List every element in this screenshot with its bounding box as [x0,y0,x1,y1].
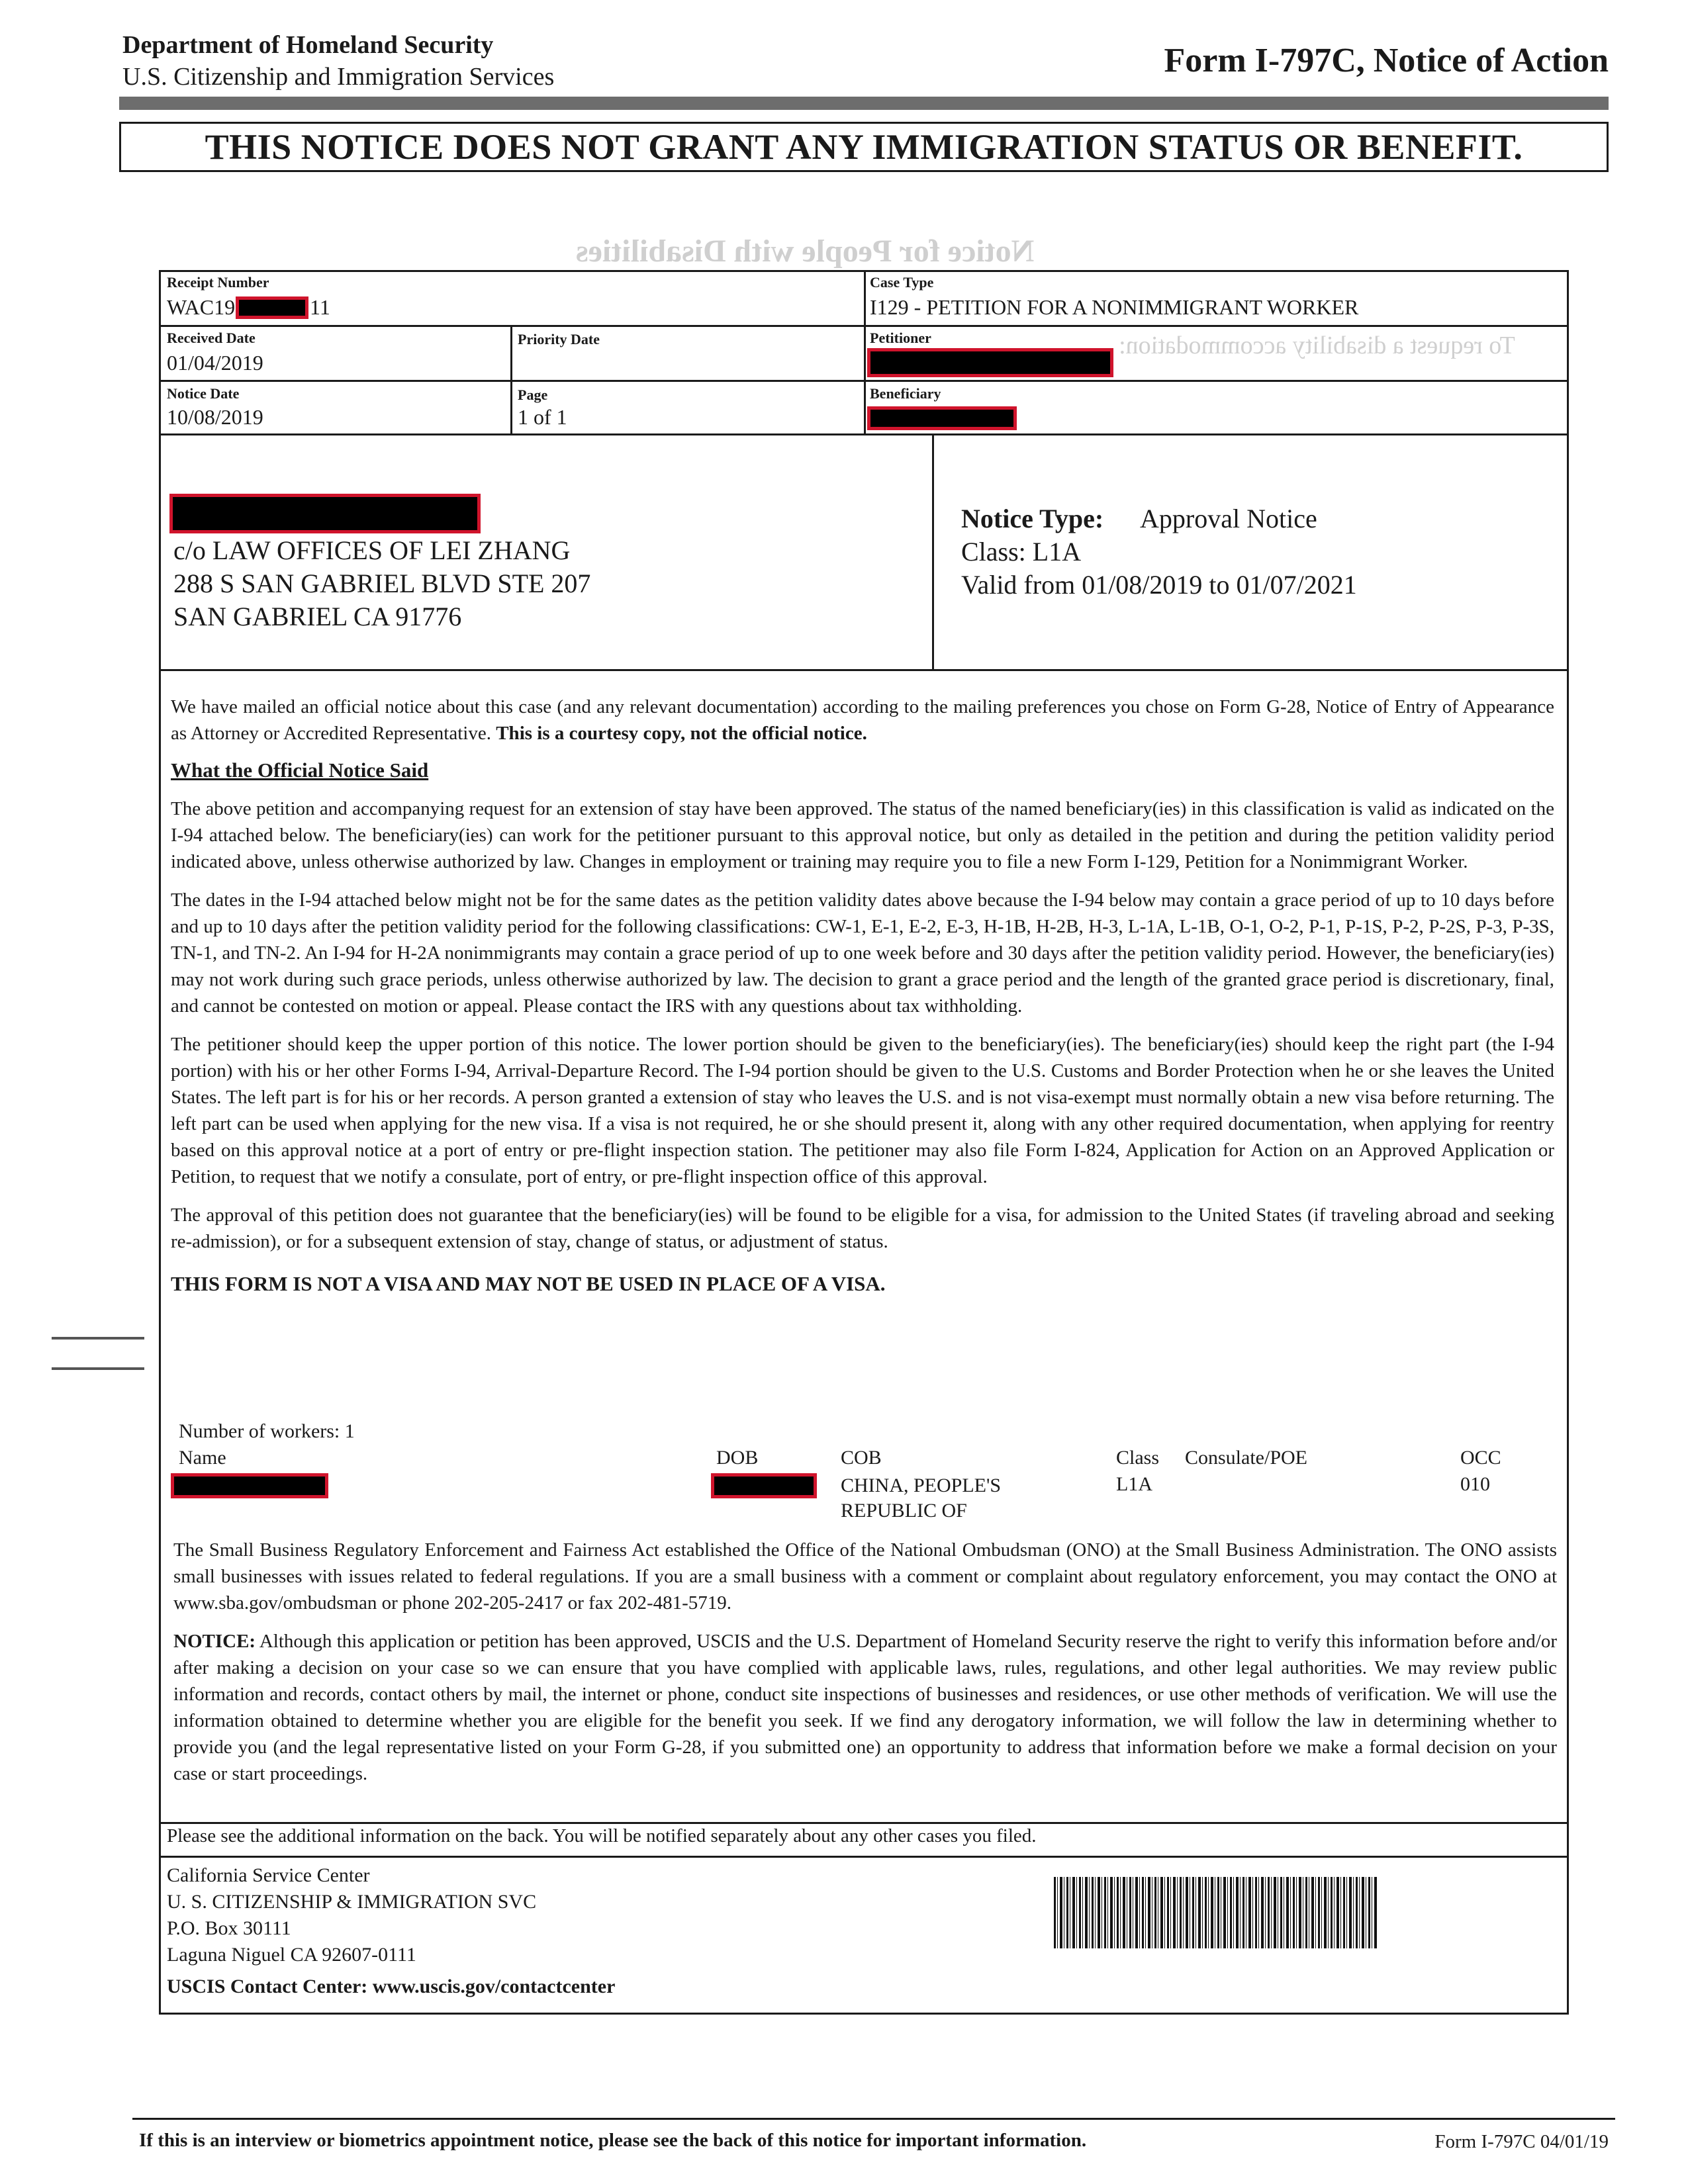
receipt-number-prefix: WAC19 [167,295,236,319]
col-header-name: Name [179,1447,226,1469]
show-through-line: To request a disability accommodation: [1119,332,1515,359]
no-guarantee-paragraph: The approval of this petition does not guarantee that the beneficiary(ies) will be found to be eligible for a visa, for admission to the United States (if traveling abroad and seeking re-admission), or for a subsequent extension of stay, change of status, or adjustment of status. [171,1205,1554,1252]
service-center-line-1: California Service Center [167,1864,370,1886]
address-line-3: SAN GABRIEL CA 91776 [173,602,462,631]
visa-warning: THIS FORM IS NOT A VISA AND MAY NOT BE USED IN PLACE OF A VISA. [171,1272,886,1295]
petitioner-redaction [867,348,1113,377]
header-rule [119,97,1609,110]
ombudsman-paragraph: The Small Business Regulatory Enforcement and Fairness Act established the Office of the National Ombudsman (ONO) at the Small Business Administration. The ONO assists small businesses with issues related to federal regulations. If you are a small business with a comment or complaint about regulatory enforcement, you may contact the ONO at www.sba.gov/ombudsman or phone 202-205-2417 or fax 202-481-5719. [173,1539,1557,1614]
receipt-number-label: Receipt Number [167,274,269,291]
grace-period-paragraph: The dates in the I-94 attached below might not be for the same dates as the petition validity dates above because the I-94 below may contain a grace period of up to 10 days before and up to 10 days after the petition validity period for the following classifications: CW-1, E-1, E-2, E-3, H-1B, H-2B, H-3, L-1A, L-1B, O-1, O-2, P-1, P-1S, P-2, P-2S, P-3, P-3S, TN-1, and TN-2. An I-94 for H-2A nonimmigrants may contain a grace period of up to one week before and 30 days after the petition validity period. However, the beneficiary(ies) may not work during such grace periods, unless otherwise authorized by law. The decision to grant a grace period and the length of the granted grace period is discretionary, final, and cannot be contested on motion or appeal. Please contact the IRS with any questions about tax withholding. [171,889,1554,1017]
form-title: Form I-797C, Notice of Action [1164,42,1609,79]
col-header-consulate: Consulate/POE [1185,1447,1307,1469]
notice-label: NOTICE: [173,1631,256,1652]
grid-divider [864,270,866,435]
body-text [171,694,1554,1296]
address-divider [932,435,934,671]
footer-form-id: Form I-797C 04/01/19 [1434,2131,1609,2152]
priority-date-label: Priority Date [518,331,600,347]
notice-date-value: 10/08/2019 [167,405,263,429]
petitioner-instructions-paragraph: The petitioner should keep the upper portion of this notice. The lower portion should be given to the beneficiary(ies). The beneficiary(ies) should keep the right part (the I-94 portion) with his or her other Forms I-94, Arrival-Departure Record. The I-94 portion should be given to the U.S. Customs and Border Protection when he or she leaves the United States. The left part is for his or her records. A person granted a extension of stay who leaves the U.S. and is not visa-exempt must normally obtain a new visa before returning. The left part can be used when applying for the new visa. If a visa is not required, he or she should present it, along with any other required documentation, when applying for reentry based on this approval notice at a port of entry or pre-flight inspection station. The petitioner may also file Form I-824, Application for Action on an Approved Application or Petition, to request that we notify a consulate, port of entry, or pre-flight inspection office of this approval. [171,1034,1554,1187]
notice-class: Class: L1A [961,537,1082,567]
agency-subname: U.S. Citizenship and Immigration Services [122,63,555,91]
worker-class: L1A [1116,1473,1152,1495]
col-header-occ: OCC [1460,1447,1501,1469]
courtesy-copy-note: This is a courtesy copy, not the official notice. [496,723,867,744]
grid-divider [159,325,1569,327]
case-type-label: Case Type [870,274,934,291]
receipt-number-suffix: 11 [310,295,330,319]
addressee-redaction [169,494,481,533]
worker-cob-line-1: CHINA, PEOPLE'S [841,1475,1002,1496]
approval-paragraph: The above petition and accompanying request for an extension of stay have been approved. The status of the named beneficiary(ies) in this classification is valid as indicated on the I-94 attached below. The beneficiary(ies) can work for the petitioner pursuant to this approval notice, but only as detailed in the petition and during the petition validity period indicated above, unless otherwise authorized by law. Changes in employment or training may require you to file a new Form I-129, Petition for a Nonimmigrant Worker. [171,798,1554,872]
lower-body-text [173,1537,1557,1787]
intro-paragraph: We have mailed an official notice about this case (and any relevant documentation) according to the mailing preferences you chose on Form G-28, Notice of Entry of Appearance as Attorney or Accredited Representative. This is a courtesy copy, not the official notice. [171,696,1554,744]
notice-validity: Valid from 01/08/2019 to 01/07/2021 [961,570,1357,600]
address-line-2: 288 S SAN GABRIEL BLVD STE 207 [173,569,591,598]
worker-dob-redaction [711,1473,817,1498]
grid-divider [159,380,1569,382]
receipt-number-redaction [236,296,308,319]
service-center-line-3: P.O. Box 30111 [167,1917,291,1939]
page-label: Page [518,387,548,403]
received-date-value: 01/04/2019 [167,351,263,375]
col-header-class: Class [1116,1447,1160,1469]
beneficiary-redaction [867,406,1017,430]
worker-cob-line-2: REPUBLIC OF [841,1500,967,1522]
case-type-value: I129 - PETITION FOR A NONIMMIGRANT WORKER [870,295,1359,319]
show-through-title: Notice for People with Disabilities [576,234,1035,269]
notice-type-label: Notice Type: [961,504,1104,533]
worker-occ: 010 [1460,1473,1490,1495]
service-center-line-4: Laguna Niguel CA 92607-0111 [167,1944,416,1966]
workers-count: Number of workers: 1 [179,1420,355,1442]
agency-name: Department of Homeland Security [122,31,494,59]
service-center-line-2: U. S. CITIZENSHIP & IMMIGRATION SVC [167,1891,537,1913]
notice-date-label: Notice Date [167,385,240,402]
service-center-address [167,1862,615,2000]
verification-notice-paragraph: NOTICE: Although this application or petition has been approved, USCIS and the U.S. Department of Homeland Security reserve the right to verify this information before and/or after making a decision on your case so we can ensure that you have complied with applicable laws, rules, regulations, and other legal authorities. We may review public information and records, contact others by mail, the internet or phone, conduct site inspections of businesses and residences, or use other methods of verification. We will use the information obtained to determine whether you are eligible for the benefit you seek. If we find any derogatory information, we will follow the law in determining whether to provide you (and the legal representative listed on your Form G-28, if you submitted one) an opportunity to address that information before we make a formal decision on your case or start proceedings. [173,1631,1557,1784]
notice-type-value: Approval Notice [1140,504,1317,533]
status-banner: THIS NOTICE DOES NOT GRANT ANY IMMIGRATION STATUS OR BENEFIT. [119,122,1609,172]
worker-name-redaction [171,1473,328,1498]
scan-mark [52,1337,144,1340]
footer-rule [132,2118,1615,2120]
section-heading: What the Official Notice Said [171,758,429,782]
petitioner-label: Petitioner [870,330,931,346]
received-date-label: Received Date [167,330,256,346]
page-value: 1 of 1 [518,405,567,429]
barcode [1054,1877,1378,1948]
additional-info: Please see the additional information on the back. You will be notified separately about any other cases you filed. [167,1825,1037,1846]
beneficiary-label: Beneficiary [870,385,941,402]
worker-cob [841,1473,1001,1524]
col-header-cob: COB [841,1447,882,1469]
col-header-dob: DOB [716,1447,759,1469]
address-line-1: c/o LAW OFFICES OF LEI ZHANG [173,535,571,565]
contact-center: USCIS Contact Center: www.uscis.gov/contactcenter [167,1976,616,1997]
scan-mark [52,1367,144,1370]
footer-note: If this is an interview or biometrics appointment notice, please see the back of this notice for important information. [139,2130,1087,2151]
